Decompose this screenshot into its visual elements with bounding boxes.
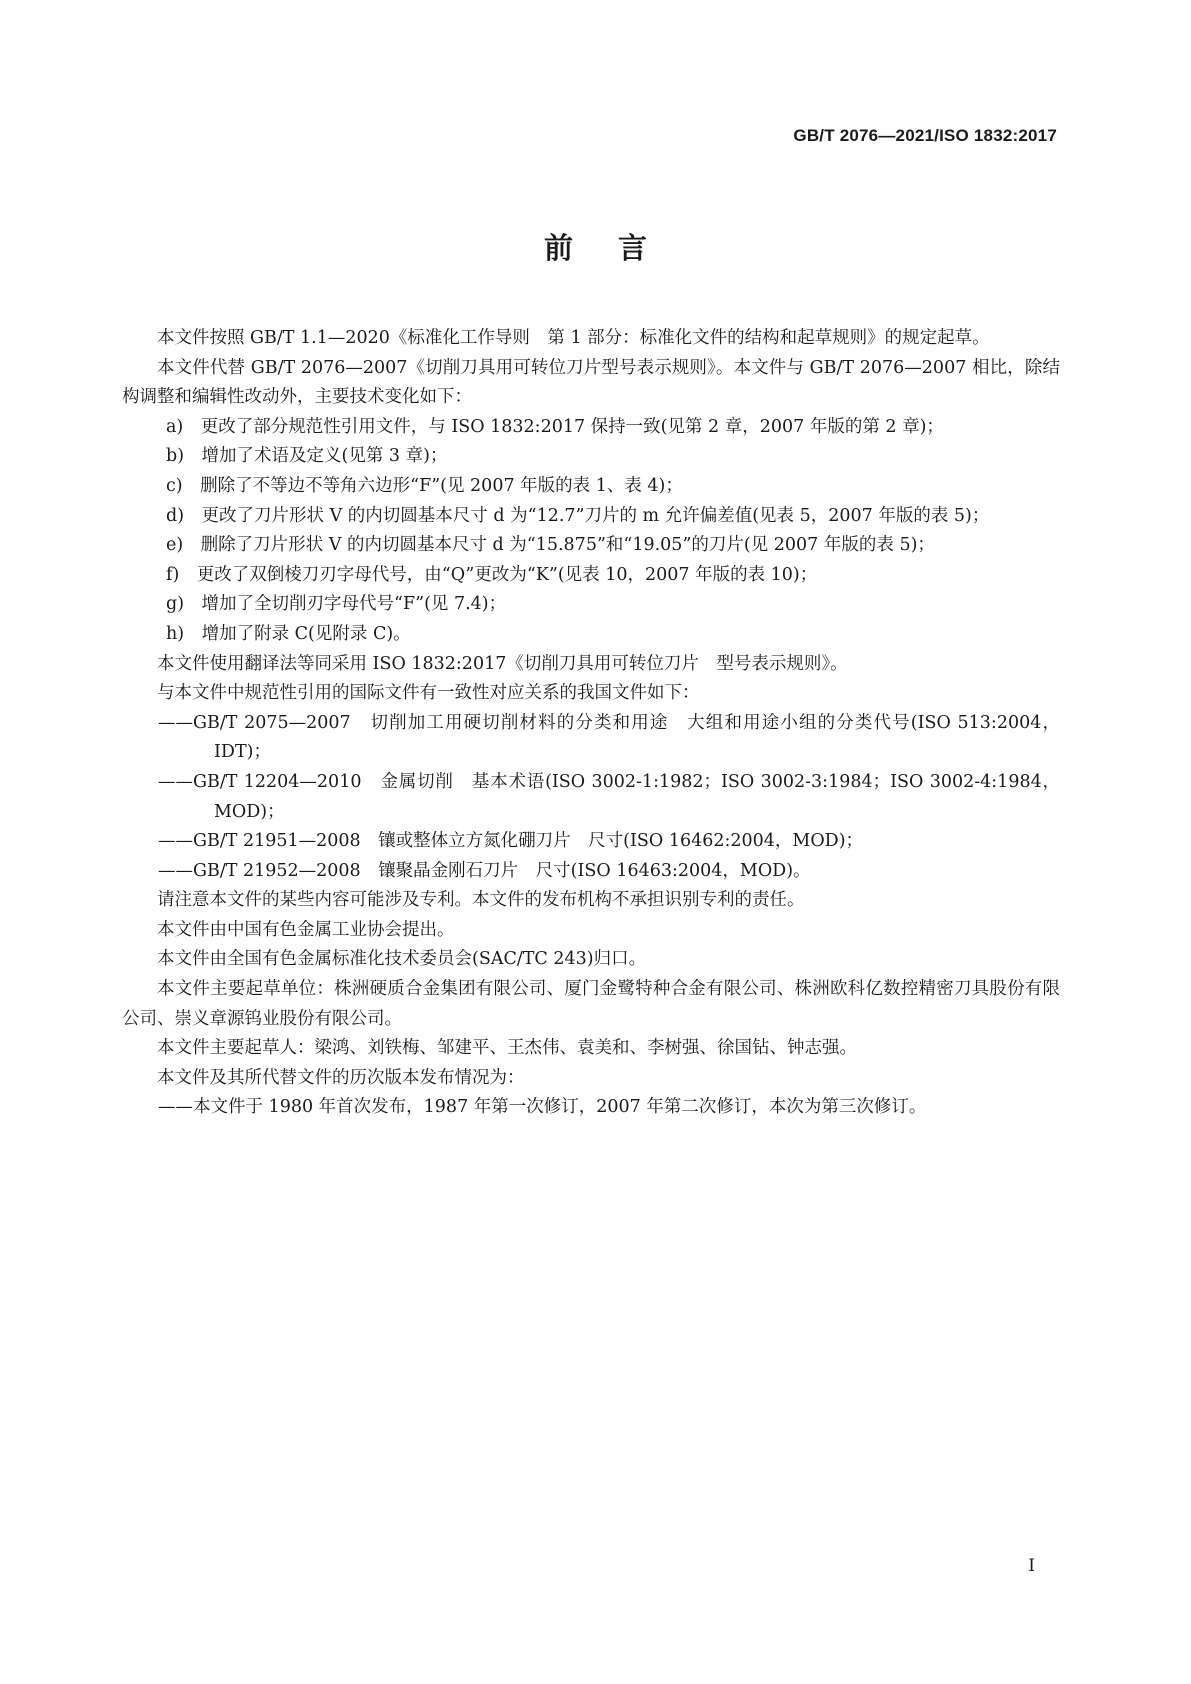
change-item-h: h) 增加了附录 C(见附录 C)。 xyxy=(166,623,411,644)
paragraph-proposer: 本文件由中国有色金属工业协会提出。 xyxy=(157,919,455,940)
history-item: ——本文件于 1980 年首次发布，1987 年第一次修订，2007 年第二次修订，本次为第三次修订。 xyxy=(158,1097,927,1118)
change-item-d: d) 更改了刀片形状 V 的内切圆基本尺寸 d 为“12.7”刀片的 m 允许偏差值(见表 5，2007 年版的表 5)； xyxy=(166,505,990,526)
change-item-e: e) 删除了刀片形状 V 的内切圆基本尺寸 d 为“15.875”和“19.05”的刀片(见 2007 年版的表 5)； xyxy=(166,535,935,556)
change-item-c: c) 删除了不等边不等角六边形“F”(见 2007 年版的表 1、表 4)； xyxy=(166,475,683,496)
change-item-a: a) 更改了部分规范性引用文件，与 ISO 1832:2017 保持一致(见第 2 章，2007 年版的第 2 章)； xyxy=(166,416,944,437)
reference-item: ——GB/T 21952—2008 镶聚晶金刚石刀片 尺寸(ISO 16463:2004，MOD)。 xyxy=(158,860,811,881)
change-item-g: g) 增加了全切削刃字母代号“F”(见 7.4)； xyxy=(166,594,507,615)
paragraph-correspondence: 与本文件中规范性引用的国际文件有一致性对应关系的我国文件如下： xyxy=(157,683,700,704)
page-title: 前言 xyxy=(543,231,692,265)
paragraph-replacement: 本文件代替 GB/T 2076—2007《切削刀具用可转位刀片型号表示规则》。本文件与 GB/T 2076—2007 相比，除结构调整和编辑性改动外，主要技术变化如下： xyxy=(122,357,1060,408)
reference-item: ——GB/T 21951—2008 镶或整体立方氮化硼刀片 尺寸(ISO 16462:2004，MOD)； xyxy=(158,831,864,852)
paragraph-technical-committee: 本文件由全国有色金属标准化技术委员会(SAC/TC 243)归口。 xyxy=(157,949,647,970)
paragraph-drafting-units: 本文件主要起草单位：株洲硬质合金集团有限公司、厦门金鹭特种合金有限公司、株洲欧科亿数控精密刀具股份有限公司、崇义章源钨业股份有限公司。 xyxy=(122,979,1060,1029)
paragraph-adoption: 本文件使用翻译法等同采用 ISO 1832:2017《切削刀具用可转位刀片 型号表示规则》。 xyxy=(157,653,848,674)
document-body xyxy=(122,324,1060,1123)
change-item-b: b) 增加了术语及定义(见第 3 章)； xyxy=(166,446,448,467)
reference-item: ——GB/T 2075—2007 切削加工用硬切削材料的分类和用途 大组和用途小组的分类代号(ISO 513:2004，IDT)； xyxy=(158,712,1060,763)
paragraph-drafting-rules: 本文件按照 GB/T 1.1—2020《标准化工作导则 第 1 部分：标准化文件的结构和起草规则》的规定起草。 xyxy=(157,328,990,348)
reference-item: ——GB/T 12204—2010 金属切削 基本术语(ISO 3002-1:1982；ISO 3002-3:1984；ISO 3002-4:1984，MOD)； xyxy=(158,771,1060,822)
change-item-f: f) 更改了双倒棱刀刃字母代号，由“Q”更改为“K”(见表 10，2007 年版的表 10)； xyxy=(166,564,818,585)
paragraph-version-history: 本文件及其所代替文件的历次版本发布情况为： xyxy=(157,1067,525,1088)
paragraph-patent-notice: 请注意本文件的某些内容可能涉及专利。本文件的发布机构不承担识别专利的责任。 xyxy=(157,890,805,911)
standard-code-header: GB/T 2076—2021/ISO 1832:2017 xyxy=(793,126,1057,145)
paragraph-drafters: 本文件主要起草人：梁鸿、刘铁梅、邹建平、王杰伟、袁美和、李树强、徐国钻、钟志强。 xyxy=(157,1038,857,1059)
page-number: I xyxy=(1028,1556,1035,1576)
